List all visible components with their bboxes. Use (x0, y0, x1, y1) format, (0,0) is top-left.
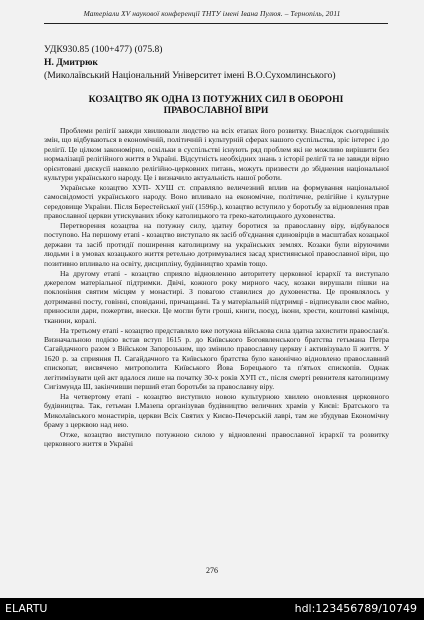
paragraph: Отже, козацтво виступило потужною силою у відновленні православної ієрархії та розвитку церковного життя в Україні (44, 430, 389, 449)
article-title (44, 94, 388, 116)
article-body (44, 126, 389, 449)
running-header: Матеріали XV наукової конференції ТНТУ імені Івана Пулюя. – Тернопіль, 2011 (83, 9, 341, 18)
handle-identifier: hdl:123456789/10749 (294, 602, 417, 615)
repository-name: ELARTU (5, 602, 48, 615)
title-line-1: КОЗАЦТВО ЯК ОДНА ІЗ ПОТУЖНИХ СИЛ В ОБОРОНІ (88, 94, 344, 105)
udc-code: УДК930.85 (100+477) (075.8) (44, 44, 163, 55)
page-number: 276 (206, 566, 218, 575)
title-line-2: ПРАВОСЛАВНОЇ ВІРИ (163, 105, 269, 116)
header-rule (44, 23, 388, 24)
footer-bar (0, 598, 424, 620)
paragraph: На другому етапі - козацтво сприяло відновленню авторитету церковної ієрархії та виступало джерелом матеріальної підтримки. Двічі, кожного року мирного часу, козаки вирушали пішки на поклоніння святим місцям у монастирі. З повагою ставилися до духовенства. Це проявлялось у дотриманні посту, говінні, сповіданні, причащанні. Та у матеріальній підтримці - відписували своє майно, приносили дари, пожертви, внески. Це могли бути гроші, книги, посуд, ікони, хрести, коштовні камінця, тканини, коралі. (44, 268, 389, 325)
paragraph: На четвертому етапі - козацтво виступило новою культурною хвилею оновлення церковного будівництва. Так, гетьман І.Мазепа організував будівництво величних храмів у Києві: Братського та Миколаївського монастирів, церкви Всіх Святих у Києво-Печерській лаврі, там же збудував Економічну браму з церквою над нею. (44, 391, 389, 430)
paragraph: Перетворення козацтва на потужну силу, здатну боротися за православну віру, відбувалося поступово. На першому етапі - козацтво виступало як засіб об'єднання єдиновірців в масштабах козацької держави та засіб протидії поширення католицизму на українських землях. Козаки були віруючими людьми і в умовах козацького життя ретельно дотримувалися засад християнської православної віри, що позитивно впливало на освіту, дисципліну, будівництво храмів тощо. (44, 221, 389, 268)
author-affiliation: (Миколаївський Національний Університет імені В.О.Сухомлинського) (44, 70, 336, 81)
paragraph: Проблеми релігії завжди хвилювали людство на всіх етапах його розвитку. Внаслідок сьогоднішніх змін, що відбуваються в економічній, політичній і культурній сферах нашого суспільства, зріс інтерес і до релігії. Це цілком закономірно, оскільки в суспільстві існують ряд проблем які не можливо вирішити без нормалізації релігійного життя в Україні. Відсутність необхідних знань з історії релігії та не завжди вірно орієнтовані дискусії навколо релігійно-церковних питань, можуть призвести до збіднення національної культури українського народу. Це і визначило актуальність нашої роботи. (44, 126, 389, 183)
paragraph: На третьому етапі - козацтво представляло вже потужна військова сила здатна захистити православ'я. Визначальною подією встав вступ 1615 р. до Київського Богоявленського братства гетьмана Петра Сагайдачного разом з Військом Запорозьким, що змінило православну церкву і активізувало її життя. У 1620 р. за сприяння П. Сагайдачного та Київського братства було канонічно відновлено православний єпископат, висвячено митрополита Київського Йова Борецького та п'ятьох єпископів. Однак легітимізувати цей акт вдалося лише на початку 30-х років ХУП ст., після смерті ревнителя католицизму Сигізмунда Ш, закінчивши перший етап боротьби за православну віру. (44, 325, 389, 391)
author-name: Н. Дмитрюк (44, 57, 98, 68)
paragraph: Українське козацтво ХУП- ХУШ ст. справляло величезний вплив на формування національної самосвідомості українського народу. Воно впливало на економічне, політичне, релігійне і культурне середовище України. Після Берестейської унії (1596р.), козацтво вступило у боротьбу за відновлення прав православної церкви утискуваних збоку католицького та греко-католицького духовенства. (44, 182, 389, 221)
